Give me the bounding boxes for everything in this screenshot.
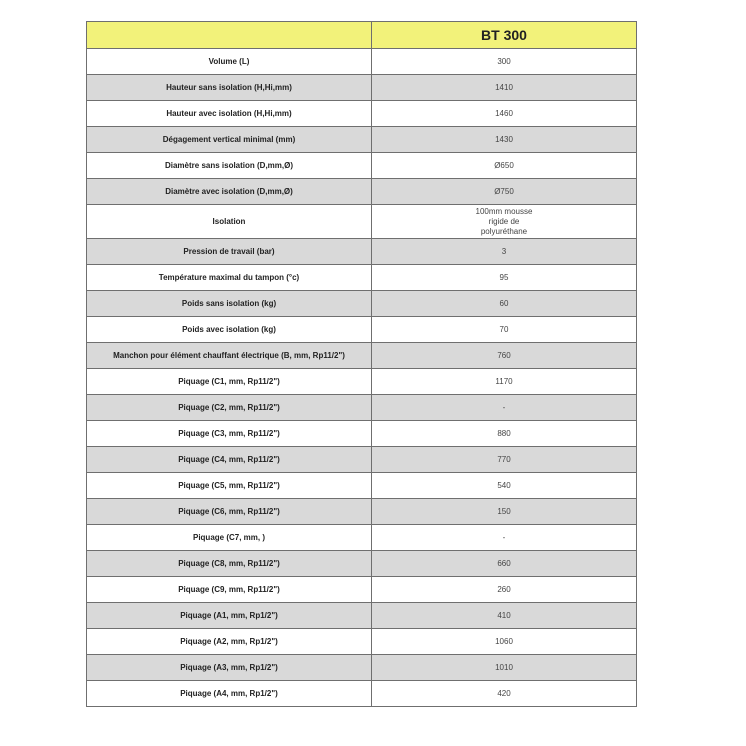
row-label: Piquage (C6, mm, Rp11/2") — [87, 499, 372, 525]
table-row — [87, 49, 637, 75]
header-cell-model: BT 300 — [372, 22, 637, 49]
row-label: Piquage (C7, mm, ) — [87, 525, 372, 551]
table-row — [87, 525, 637, 551]
row-label: Piquage (C8, mm, Rp11/2") — [87, 551, 372, 577]
table-row — [87, 179, 637, 205]
row-value: 660 — [372, 551, 637, 577]
table-row — [87, 499, 637, 525]
row-label: Piquage (A2, mm, Rp1/2") — [87, 629, 372, 655]
row-label: Piquage (C9, mm, Rp11/2") — [87, 577, 372, 603]
row-label: Poids sans isolation (kg) — [87, 291, 372, 317]
row-label: Piquage (C4, mm, Rp11/2") — [87, 447, 372, 473]
row-value: 1430 — [372, 127, 637, 153]
row-label: Isolation — [87, 205, 372, 239]
row-label: Piquage (C2, mm, Rp11/2") — [87, 395, 372, 421]
table-row — [87, 655, 637, 681]
row-value: 3 — [372, 239, 637, 265]
row-value-multiline — [372, 205, 637, 239]
table-row — [87, 205, 637, 239]
table-row — [87, 577, 637, 603]
row-label: Poids avec isolation (kg) — [87, 317, 372, 343]
row-value: 70 — [372, 317, 637, 343]
table-row — [87, 265, 637, 291]
row-value: 410 — [372, 603, 637, 629]
row-value: - — [372, 395, 637, 421]
row-label: Piquage (A3, mm, Rp1/2") — [87, 655, 372, 681]
row-value: 760 — [372, 343, 637, 369]
row-value: - — [372, 525, 637, 551]
table-row — [87, 681, 637, 707]
header-cell-empty — [87, 22, 372, 49]
row-label: Hauteur avec isolation (H,Hi,mm) — [87, 101, 372, 127]
row-value: 1410 — [372, 75, 637, 101]
table-row — [87, 317, 637, 343]
row-value: Ø750 — [372, 179, 637, 205]
table-row — [87, 343, 637, 369]
table-row — [87, 447, 637, 473]
row-label: Piquage (A4, mm, Rp1/2") — [87, 681, 372, 707]
row-label: Manchon pour élément chauffant électrique (B, mm, Rp11/2") — [87, 343, 372, 369]
table-row — [87, 369, 637, 395]
table-row — [87, 127, 637, 153]
row-label: Diamètre sans isolation (D,mm,Ø) — [87, 153, 372, 179]
table-row — [87, 291, 637, 317]
row-value: 95 — [372, 265, 637, 291]
row-value: 1460 — [372, 101, 637, 127]
row-value: 420 — [372, 681, 637, 707]
table-row — [87, 421, 637, 447]
row-value: 1170 — [372, 369, 637, 395]
row-value: 150 — [372, 499, 637, 525]
table-row — [87, 239, 637, 265]
row-value: 1010 — [372, 655, 637, 681]
row-label: Hauteur sans isolation (H,Hi,mm) — [87, 75, 372, 101]
row-label: Dégagement vertical minimal (mm) — [87, 127, 372, 153]
table-row — [87, 395, 637, 421]
row-label: Volume (L) — [87, 49, 372, 75]
row-label: Température maximal du tampon (°c) — [87, 265, 372, 291]
row-label: Piquage (C5, mm, Rp11/2") — [87, 473, 372, 499]
table-header-row — [87, 22, 637, 49]
row-value: 1060 — [372, 629, 637, 655]
row-value: 260 — [372, 577, 637, 603]
row-value: 880 — [372, 421, 637, 447]
table-row — [87, 629, 637, 655]
row-value: 770 — [372, 447, 637, 473]
row-label: Diamètre avec isolation (D,mm,Ø) — [87, 179, 372, 205]
row-value: Ø650 — [372, 153, 637, 179]
table-row — [87, 75, 637, 101]
value-line: polyuréthane — [480, 226, 528, 236]
row-value: 540 — [372, 473, 637, 499]
table-row — [87, 101, 637, 127]
row-label: Piquage (C3, mm, Rp11/2") — [87, 421, 372, 447]
row-value: 60 — [372, 291, 637, 317]
value-line: rigide de — [488, 216, 520, 226]
value-line: 100mm mousse — [475, 206, 533, 216]
row-label: Piquage (C1, mm, Rp11/2") — [87, 369, 372, 395]
table-row — [87, 473, 637, 499]
row-label: Piquage (A1, mm, Rp1/2") — [87, 603, 372, 629]
spec-table — [86, 21, 637, 707]
table-row — [87, 551, 637, 577]
row-label: Pression de travail (bar) — [87, 239, 372, 265]
table-row — [87, 603, 637, 629]
row-value: 300 — [372, 49, 637, 75]
table-row — [87, 153, 637, 179]
